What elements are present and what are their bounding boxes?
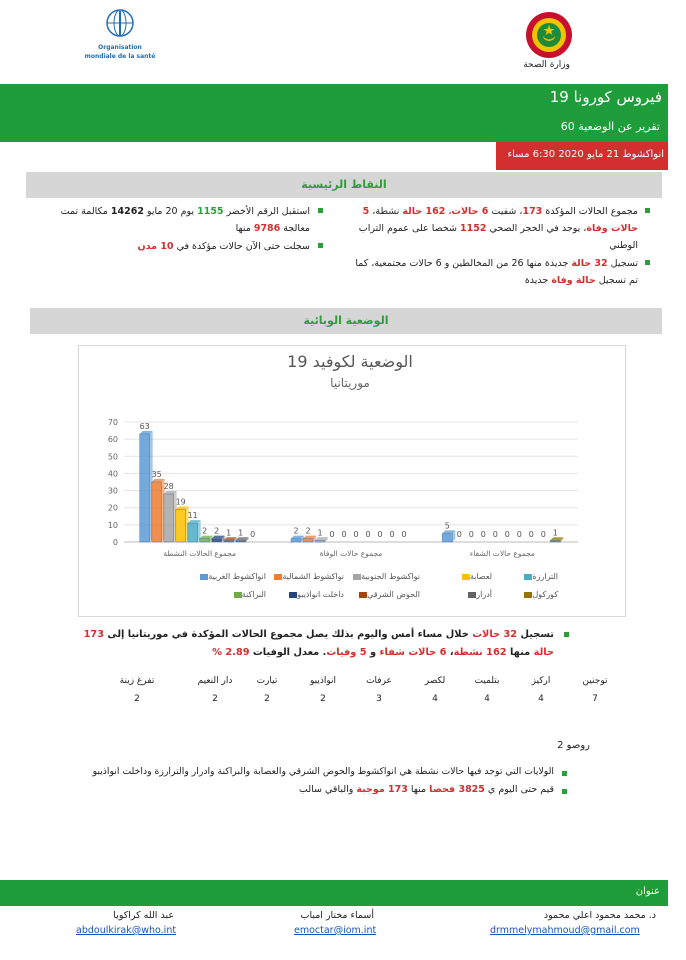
moughataa-count: 2 xyxy=(212,694,218,704)
legend-item xyxy=(521,572,558,581)
x-category-label: مجموع حالات الشفاء xyxy=(469,549,535,558)
legend-item xyxy=(197,572,266,581)
who-logo xyxy=(84,8,156,66)
bar xyxy=(291,539,301,542)
bar-value-label: 1 xyxy=(317,528,323,538)
legend-item xyxy=(465,590,492,599)
ministry-seal-icon xyxy=(524,10,574,60)
bar xyxy=(212,539,222,542)
legend-item xyxy=(286,590,344,599)
summary-text: تسجيل 32 حالات خلال مساء أمس واليوم بذلك يصل مجموع الحالات المؤكدة في موريتانيا إلى 173 حالة منها 162 نشطة، 6 حالات شفاء و 5 وفيات. معدل الوفيات 2.89 % xyxy=(83,629,554,658)
legend-label: داخلت انواذيبو xyxy=(297,590,344,599)
legend-item xyxy=(356,590,420,599)
moughataa-count: 2 xyxy=(134,694,140,704)
bar-value-label: 0 xyxy=(329,530,335,539)
legend-swatch xyxy=(359,592,367,598)
key-points-heading: النقاط الرئيسية xyxy=(26,172,662,198)
moughataa-count: 4 xyxy=(484,694,490,704)
who-name-line2: mondiale de la santé xyxy=(84,53,156,60)
ministry-logo xyxy=(524,10,574,60)
who-name-line1: Organisation xyxy=(98,44,142,51)
bar xyxy=(550,540,560,542)
y-tick-label: 10 xyxy=(107,520,118,530)
bar-value-label: 11 xyxy=(187,511,198,521)
y-tick-label: 40 xyxy=(107,469,118,479)
x-category-label: مجموع الحالات النشطة xyxy=(163,549,236,558)
bar-value-label: 2 xyxy=(293,526,299,536)
bar-value-label: 0 xyxy=(492,530,498,539)
key-point-new-cases: تسجيل 32 حالة جديدة منها 26 من المخالطين و 6 حالات مجتمعية، كما تم تسجيل حالة وفاة جديدة xyxy=(355,258,638,286)
bar-value-label: 0 xyxy=(365,530,371,539)
legend-label: الترارزة xyxy=(532,572,558,581)
bar xyxy=(176,509,186,542)
legend-item xyxy=(350,572,420,581)
y-tick-label: 60 xyxy=(107,435,118,445)
key-bullet-1 xyxy=(645,208,650,213)
contact-3-name: عبد الله كراكويا xyxy=(113,910,174,921)
bar xyxy=(140,434,150,542)
report-date: انواكشوط 21 مايو 2020 6:30 مساء xyxy=(507,149,664,160)
legend-label: كوركول xyxy=(532,590,558,599)
moughataa-name: اركيز xyxy=(531,676,551,686)
y-tick-label: 0 xyxy=(112,538,118,547)
contact-1-email[interactable]: drmmelymahmoud@gmail.com xyxy=(490,925,640,936)
y-tick-label: 50 xyxy=(107,452,118,462)
active-regions: الولايات التي توجد فيها حالات نشطة هي انواكشوط والحوض الشرقي والعصابة والبراكنة وادرار والترارزة وداخلت انواذيبو xyxy=(92,766,554,777)
moughataa-name: تيارت xyxy=(256,676,278,686)
moughataa-count: 2 xyxy=(264,694,270,704)
legend-swatch xyxy=(353,574,361,580)
moughataa-name: عرفات xyxy=(366,676,392,686)
moughataa-count: 3 xyxy=(376,694,382,704)
key-point-cities: سجلت حتى الآن حالات مؤكدة في 10 مدن xyxy=(137,241,310,252)
y-tick-label: 70 xyxy=(107,418,118,427)
contact-1-name: د. محمد محمود اعلي محمود xyxy=(543,910,656,921)
moughataa-count: 4 xyxy=(538,694,544,704)
bar xyxy=(442,533,452,542)
key-point-hotline: استقبل الرقم الأخضر 1155 يوم 20 مايو 14262 مكالمة تمت معالجة 9786 منها xyxy=(60,206,310,234)
bar-value-label: 0 xyxy=(341,530,347,539)
bar-value-label: 63 xyxy=(139,422,150,431)
bar-value-label: 0 xyxy=(540,530,546,539)
legend-item xyxy=(521,590,558,599)
moughataa-name: بتلميت xyxy=(474,676,500,686)
bar-value-label: 0 xyxy=(516,530,522,539)
bar-value-label: 28 xyxy=(163,482,174,491)
y-tick-label: 20 xyxy=(107,503,118,513)
bar-value-label: 0 xyxy=(480,530,486,539)
bar-value-label: 0 xyxy=(250,530,256,539)
bar-value-label: 1 xyxy=(552,528,558,538)
key-bullet-3 xyxy=(318,208,323,213)
bar-value-label: 0 xyxy=(468,530,474,539)
bar xyxy=(200,539,210,542)
moughataa-count: 7 xyxy=(592,694,598,704)
extra-bullet-1 xyxy=(562,771,567,776)
bar-value-label: 0 xyxy=(528,530,534,539)
legend-label: لعصابة xyxy=(469,572,492,581)
who-emblem-icon xyxy=(105,8,135,38)
contact-3-email[interactable]: abdoulkirak@who.int xyxy=(76,925,177,936)
bar-value-label: 0 xyxy=(401,530,407,539)
moughataa-name: تفرغ زينة xyxy=(119,676,155,686)
bar-value-label: 0 xyxy=(389,530,395,539)
legend-swatch xyxy=(289,592,297,598)
chart-title: الوضعية لكوفيد 19 xyxy=(287,352,413,371)
legend-label: انواكشوط الغربية xyxy=(208,572,266,581)
report-title: فيروس كورونا 19 xyxy=(549,88,662,106)
moughataa-name: دار النعيم xyxy=(197,676,233,686)
legend-swatch xyxy=(462,574,470,580)
epi-heading: الوضعية الوبائية xyxy=(30,308,662,334)
epi-bar-chart xyxy=(78,400,624,570)
bar-value-label: 2 xyxy=(202,526,208,536)
bar-value-label: 5 xyxy=(444,521,450,531)
legend-item xyxy=(231,590,266,599)
chart-legend xyxy=(78,570,624,610)
legend-item xyxy=(459,572,492,581)
moughataa-count: 4 xyxy=(432,694,438,704)
bar-value-label: 2 xyxy=(305,526,311,536)
bar-value-label: 1 xyxy=(226,528,232,538)
legend-label: البراكنة xyxy=(241,590,266,599)
x-category-label: مجموع حالات الوفاة xyxy=(319,549,383,558)
bar xyxy=(303,539,313,542)
legend-label: أدرار xyxy=(476,590,492,599)
legend-label: نواكشوط الشمالية xyxy=(282,572,344,581)
footer-address-label: عنوان xyxy=(635,886,660,897)
bar-value-label: 0 xyxy=(353,530,359,539)
bar xyxy=(188,523,198,542)
chart-subtitle: موريتانيا xyxy=(330,376,370,390)
y-tick-label: 30 xyxy=(107,486,118,496)
bar xyxy=(224,540,234,542)
moughataa-count: 2 xyxy=(320,694,326,704)
key-bullet-2 xyxy=(645,260,650,265)
bar xyxy=(315,540,325,542)
ministry-name: وزارة الصحة xyxy=(523,60,570,70)
moughataa-name: انواذيبو xyxy=(309,676,337,686)
legend-item xyxy=(271,572,344,581)
contact-2-name: أسماء مختار امباب xyxy=(300,910,374,921)
bar-value-label: 35 xyxy=(151,470,162,479)
key-bullet-4 xyxy=(318,243,323,248)
summary-bullet xyxy=(564,632,569,637)
bar-value-label: 2 xyxy=(214,526,220,536)
moughataa-name: لكصر xyxy=(424,676,446,686)
legend-label: الحوض الشرقي xyxy=(367,590,420,599)
moughataa-name: توجنين xyxy=(582,676,608,686)
extra-bullet-2 xyxy=(562,789,567,794)
bar-value-label: 0 xyxy=(456,530,462,539)
tests-count: قيم حتى اليوم ي 3825 فحصا منها 173 موجبة والباقي سالب xyxy=(298,784,554,795)
bar xyxy=(236,540,246,542)
moughataa-table xyxy=(100,676,608,712)
bar-value-label: 0 xyxy=(504,530,510,539)
bar-value-label: 0 xyxy=(377,530,383,539)
contact-2-email[interactable]: emoctar@iom.int xyxy=(294,925,377,936)
bar xyxy=(152,482,162,542)
legend-label: نواكشوط الجنوبية xyxy=(361,572,420,581)
report-subtitle: تقرير عن الوضعية 60 xyxy=(560,120,660,133)
legend-swatch xyxy=(234,592,242,598)
bar xyxy=(164,494,174,542)
bar-value-label: 19 xyxy=(175,497,186,507)
rosso-count: روصو 2 xyxy=(557,740,590,751)
key-point-cases: مجموع الحالات المؤكدة 173، شفيت 6 حالات، 162 حالة نشطة، 5 حالات وفاة، يوجد في الحجر الصحي 1152 شخصا على عموم التراب الوطني xyxy=(358,206,638,251)
bar-value-label: 1 xyxy=(238,528,244,538)
